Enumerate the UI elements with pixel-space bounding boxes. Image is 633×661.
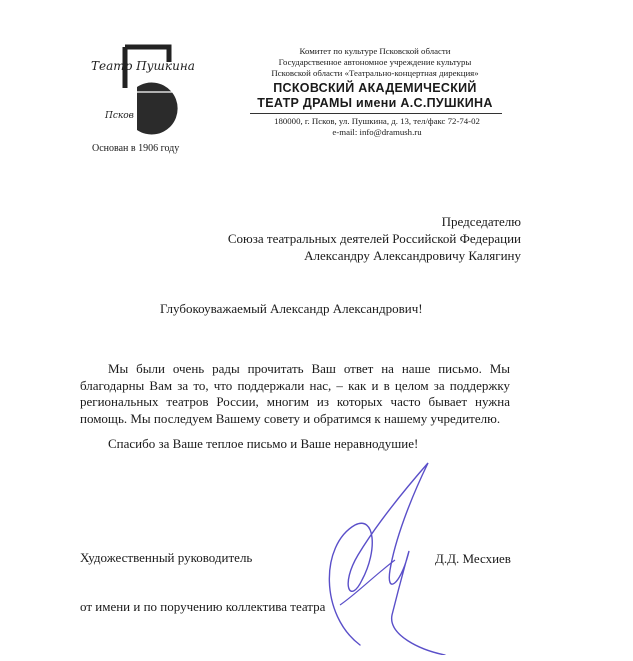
contact-block	[252, 116, 502, 138]
body-paragraph: Мы были очень рады прочитать Ваш ответ на наше письмо. Мы благодарны Вам за то, что поддержали нас, – как и в целом за поддержку региональных театров России, многим из которых часто бывает нужна помощь. Мы последуем Вашему совету и обратимся к нашему учредителю.	[80, 361, 510, 426]
handwritten-signature	[300, 455, 450, 655]
signatory-title: Художественный руководитель	[80, 550, 253, 565]
header-divider	[250, 113, 502, 114]
theatre-logo	[85, 40, 195, 135]
svg-text:Театр Пушкина: Театр Пушкина	[91, 59, 195, 73]
committee-line: Комитет по культуре Псковской области	[299, 46, 451, 56]
theatre-name-line: ПСКОВСКИЙ АКАДЕМИЧЕСКИЙ	[273, 81, 477, 95]
svg-text:Псков: Псков	[105, 111, 134, 121]
recipient-name: Александру Александровичу Калягину	[304, 248, 521, 263]
recipient-block	[228, 213, 521, 264]
theatre-name	[250, 81, 500, 111]
body-paragraph: Спасибо за Ваше теплое письмо и Ваше неравнодушие!	[108, 436, 419, 451]
postal-address: 180000, г. Псков, ул. Пушкина, д. 13, тел/факс 72-74-02	[274, 116, 480, 126]
signatory-name: Д.Д. Месхиев	[435, 551, 511, 566]
committee-line: Государственное автономное учреждение культуры	[278, 57, 472, 67]
email-address: e-mail: info@dramush.ru	[332, 127, 422, 137]
signature-footer: от имени и по поручению коллектива театра	[80, 599, 326, 614]
letter-body	[80, 361, 510, 453]
committee-header	[255, 46, 495, 79]
founded-year: Основан в 1906 году	[92, 143, 180, 154]
theatre-name-line: ТЕАТР ДРАМЫ имени А.С.ПУШКИНА	[257, 96, 493, 110]
greeting: Глубокоуважаемый Александр Александрович!	[160, 301, 423, 316]
recipient-organization: Союза театральных деятелей Российской Федерации	[227, 231, 521, 246]
recipient-position: Председателю	[441, 214, 521, 229]
committee-line: Псковской области «Театрально-концертная дирекция»	[271, 68, 479, 78]
